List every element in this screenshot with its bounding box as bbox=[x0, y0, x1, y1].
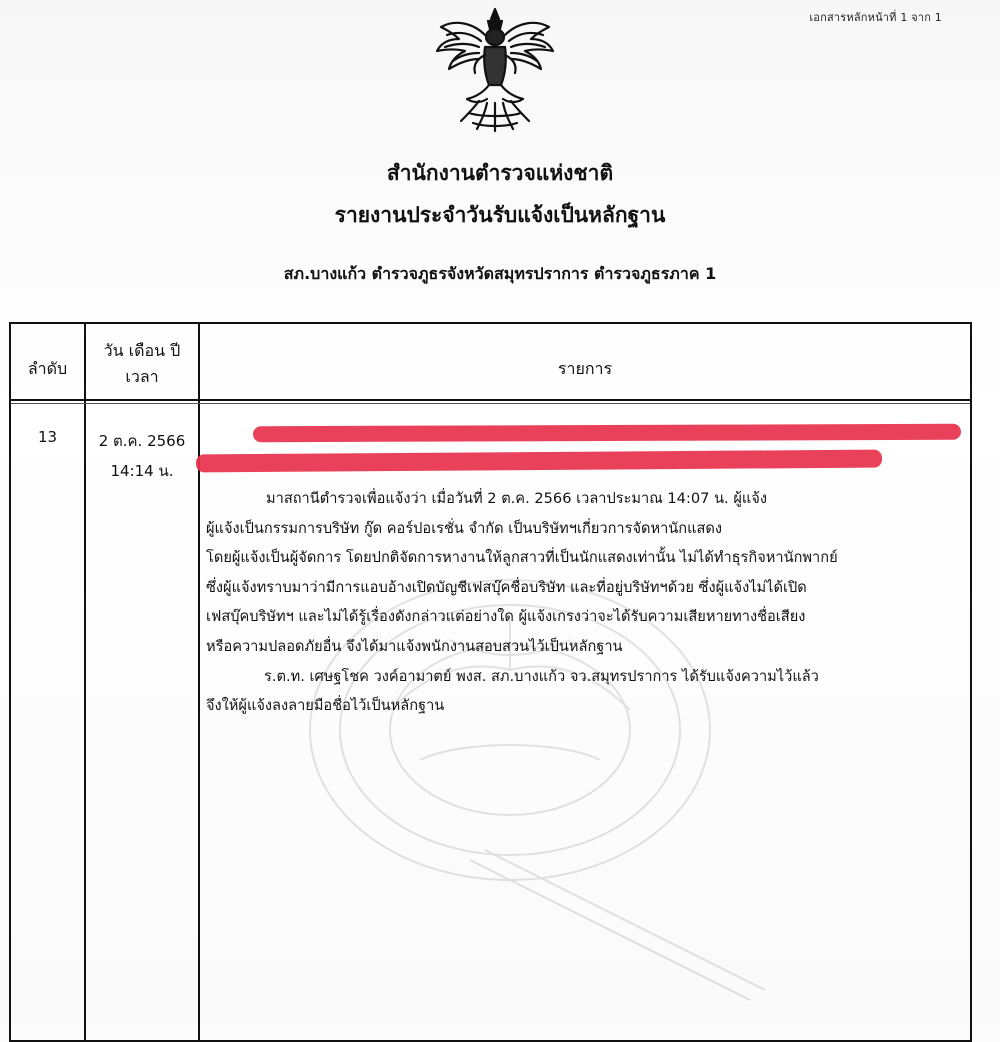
header-divider bbox=[11, 399, 970, 401]
row-time-value: 14:14 น. bbox=[110, 462, 174, 480]
station-subtitle: สภ.บางแก้ว ตำรวจภูธรจังหวัดสมุทรปราการ ตำรวจภูธรภาค 1 bbox=[283, 264, 717, 283]
row-date bbox=[86, 426, 198, 486]
body-line: จึงให้ผู้แจ้งลงลายมือชื่อไว้เป็นหลักฐาน bbox=[206, 697, 445, 715]
redaction-mark bbox=[253, 424, 961, 442]
row-date-value: 2 ต.ค. 2566 bbox=[98, 432, 186, 450]
report-body bbox=[206, 484, 961, 721]
organization-title: สำนักงานตำรวจแห่งชาติ bbox=[386, 161, 614, 185]
body-line: เฟสบุ๊คบริษัทฯ และไม่ได้รู้เรื่องดังกล่าวแต่อย่างใด ผู้แจ้งเกรงว่าจะได้รับความเสียหายทางชื่อเสียง bbox=[206, 608, 806, 626]
report-title: รายงานประจำวันรับแจ้งเป็นหลักฐาน bbox=[334, 203, 666, 227]
garuda-emblem-icon bbox=[433, 5, 557, 135]
column-header-date bbox=[86, 338, 198, 390]
column-header-date-line2: เวลา bbox=[125, 367, 159, 386]
body-line: โดยผู้แจ้งเป็นผู้จัดการ โดยปกติจัดการหางานให้ลูกสาวที่เป็นนักแสดงเท่านั้น ไม่ได้ทำธุรกิจหานักพากย์ bbox=[206, 549, 838, 567]
header-divider bbox=[11, 403, 970, 404]
column-header-no: ลำดับ bbox=[27, 359, 68, 378]
column-divider bbox=[198, 324, 200, 1040]
body-line: หรือความปลอดภัยอื่น จึงได้มาแจ้งพนักงานสอบสวนไว้เป็นหลักฐาน bbox=[206, 637, 623, 655]
row-number: 13 bbox=[37, 428, 58, 446]
body-line: ซึ่งผู้แจ้งทราบมาว่ามีการแอบอ้างเปิดบัญชีเฟสบุ๊คชื่อบริษัท และที่อยู่บริษัทฯด้วย ซึ่งผู้แจ้งไม่ได้เปิด bbox=[206, 578, 807, 596]
column-header-date-line1: วัน เดือน ปี bbox=[103, 341, 181, 360]
page-number: เอกสารหลักหน้าที่ 1 จาก 1 bbox=[809, 11, 942, 24]
body-line: ผู้แจ้งเป็นกรรมการบริษัท กู๊ด คอร์ปอเรชั่น จำกัด เป็นบริษัทฯเกี่ยวการจัดหานักแสดง bbox=[206, 519, 723, 537]
column-header-items: รายการ bbox=[557, 359, 613, 378]
body-line: มาสถานีตำรวจเพื่อแจ้งว่า เมื่อวันที่ 2 ต.ค. 2566 เวลาประมาณ 14:07 น. ผู้แจ้ง bbox=[266, 490, 767, 507]
body-line: ร.ต.ท. เศษฐโชค วงค์อามาตย์ พงส. สภ.บางแก้ว จว.สมุทรปราการ ได้รับแจ้งความไว้แล้ว bbox=[264, 667, 819, 685]
